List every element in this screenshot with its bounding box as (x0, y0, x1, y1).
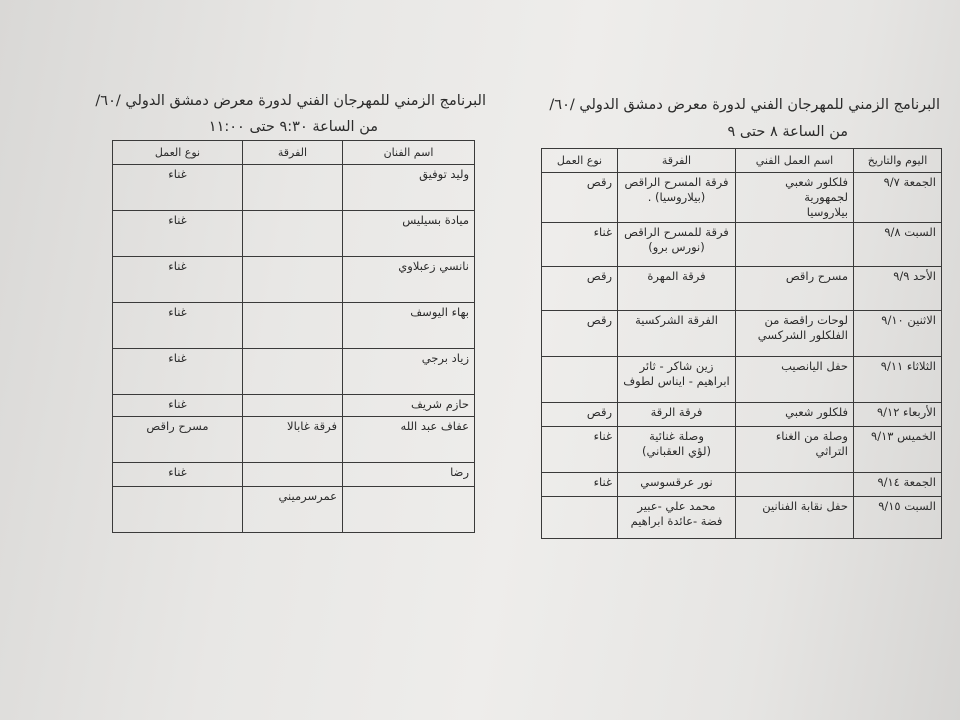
left-header-artist: اسم الفنان (343, 141, 475, 165)
right-header-type: نوع العمل (542, 149, 618, 173)
troupe-cell: فرقة غابالا (243, 417, 343, 463)
type-cell: رقص (542, 403, 618, 427)
artist-cell: زياد برجي (343, 349, 475, 395)
troupe-cell: الفرقة الشركسية (618, 311, 736, 357)
type-cell: غناء (113, 211, 243, 257)
troupe-cell: عمرسرميني (243, 487, 343, 533)
table-row (542, 427, 942, 473)
troupe-cell: فرقة للمسرح الراقص (نورس برو) (618, 223, 736, 267)
type-cell: غناء (113, 257, 243, 303)
type-cell: مسرح راقص (113, 417, 243, 463)
left-program-subtitle: من الساعة ٩:٣٠ حتى ١١:٠٠ (208, 119, 378, 135)
type-cell: غناء (113, 349, 243, 395)
table-row (113, 395, 475, 417)
troupe-cell (243, 395, 343, 417)
type-cell (542, 357, 618, 403)
right-header-day: اليوم والتاريخ (854, 149, 942, 173)
type-cell: رقص (542, 173, 618, 223)
table-row (542, 473, 942, 497)
table-row (542, 311, 942, 357)
troupe-cell (243, 303, 343, 349)
work-cell: وصلة من الغناء التراثي (736, 427, 854, 473)
work-cell (736, 223, 854, 267)
day-cell: الثلاثاء ٩/١١ (854, 357, 942, 403)
day-cell: الاثنين ٩/١٠ (854, 311, 942, 357)
work-cell: لوحات راقصة من الفلكلور الشركسي (736, 311, 854, 357)
troupe-cell (243, 349, 343, 395)
table-row (542, 357, 942, 403)
troupe-cell (243, 165, 343, 211)
type-cell: غناء (542, 473, 618, 497)
left-header-type: نوع العمل (113, 141, 243, 165)
day-cell: الخميس ٩/١٣ (854, 427, 942, 473)
troupe-cell (243, 463, 343, 487)
type-cell: رقص (542, 311, 618, 357)
right-program-subtitle: من الساعة ٨ حتى ٩ (727, 124, 848, 140)
table-row (113, 349, 475, 395)
work-cell (736, 473, 854, 497)
artist-cell: بهاء اليوسف (343, 303, 475, 349)
artist-cell: ميادة بسيليس (343, 211, 475, 257)
day-cell: الجمعة ٩/١٤ (854, 473, 942, 497)
troupe-cell: وصلة غنائية (لؤي العقباني) (618, 427, 736, 473)
day-cell: السبت ٩/١٥ (854, 497, 942, 539)
troupe-cell (243, 211, 343, 257)
table-row (113, 165, 475, 211)
work-cell: فلكلور شعبي (736, 403, 854, 427)
table-row (113, 487, 475, 533)
table-row (542, 403, 942, 427)
day-cell: السبت ٩/٨ (854, 223, 942, 267)
troupe-cell: فرقة الرقة (618, 403, 736, 427)
type-cell (542, 497, 618, 539)
artist-cell: حازم شريف (343, 395, 475, 417)
work-cell: مسرح راقص (736, 267, 854, 311)
day-cell: الأربعاء ٩/١٢ (854, 403, 942, 427)
artist-cell (343, 487, 475, 533)
troupe-cell: فرقة المسرح الراقص (بيلاروسيا) . (618, 173, 736, 223)
table-row (542, 223, 942, 267)
right-program-title: البرنامج الزمني للمهرجان الفني لدورة معرض دمشق الدولي /٦٠/ (549, 97, 940, 113)
work-cell: حفل اليانصيب (736, 357, 854, 403)
left-schedule-table (112, 140, 475, 533)
troupe-cell: محمد علي -عبير فضة -عائدة ابراهيم (618, 497, 736, 539)
artist-cell: نانسي زعبلاوي (343, 257, 475, 303)
table-row (113, 303, 475, 349)
table-row (542, 497, 942, 539)
type-cell: غناء (113, 395, 243, 417)
type-cell: غناء (542, 223, 618, 267)
artist-cell: عفاف عبد الله (343, 417, 475, 463)
right-header-work: اسم العمل الفني (736, 149, 854, 173)
type-cell: غناء (542, 427, 618, 473)
table-row (542, 267, 942, 311)
day-cell: الجمعة ٩/٧ (854, 173, 942, 223)
day-cell: الأحد ٩/٩ (854, 267, 942, 311)
work-cell: فلكلور شعبي لجمهورية بيلاروسيا (736, 173, 854, 223)
troupe-cell (243, 257, 343, 303)
right-schedule-table (541, 148, 942, 539)
table-row (113, 417, 475, 463)
artist-cell: وليد توفيق (343, 165, 475, 211)
table-row (113, 211, 475, 257)
artist-cell: رضا (343, 463, 475, 487)
type-cell: رقص (542, 267, 618, 311)
left-program-title: البرنامج الزمني للمهرجان الفني لدورة معرض دمشق الدولي /٦٠/ (95, 93, 486, 109)
type-cell (113, 487, 243, 533)
work-cell: حفل نقابة الفنانين (736, 497, 854, 539)
left-header-troupe: الفرقة (243, 141, 343, 165)
table-row (113, 463, 475, 487)
right-header-troupe: الفرقة (618, 149, 736, 173)
troupe-cell: زين شاكر - ثائر ابراهيم - ايناس لطوف (618, 357, 736, 403)
type-cell: غناء (113, 303, 243, 349)
troupe-cell: فرقة المهرة (618, 267, 736, 311)
table-row (113, 257, 475, 303)
table-row (542, 173, 942, 223)
type-cell: غناء (113, 165, 243, 211)
troupe-cell: نور عرقسوسي (618, 473, 736, 497)
type-cell: غناء (113, 463, 243, 487)
